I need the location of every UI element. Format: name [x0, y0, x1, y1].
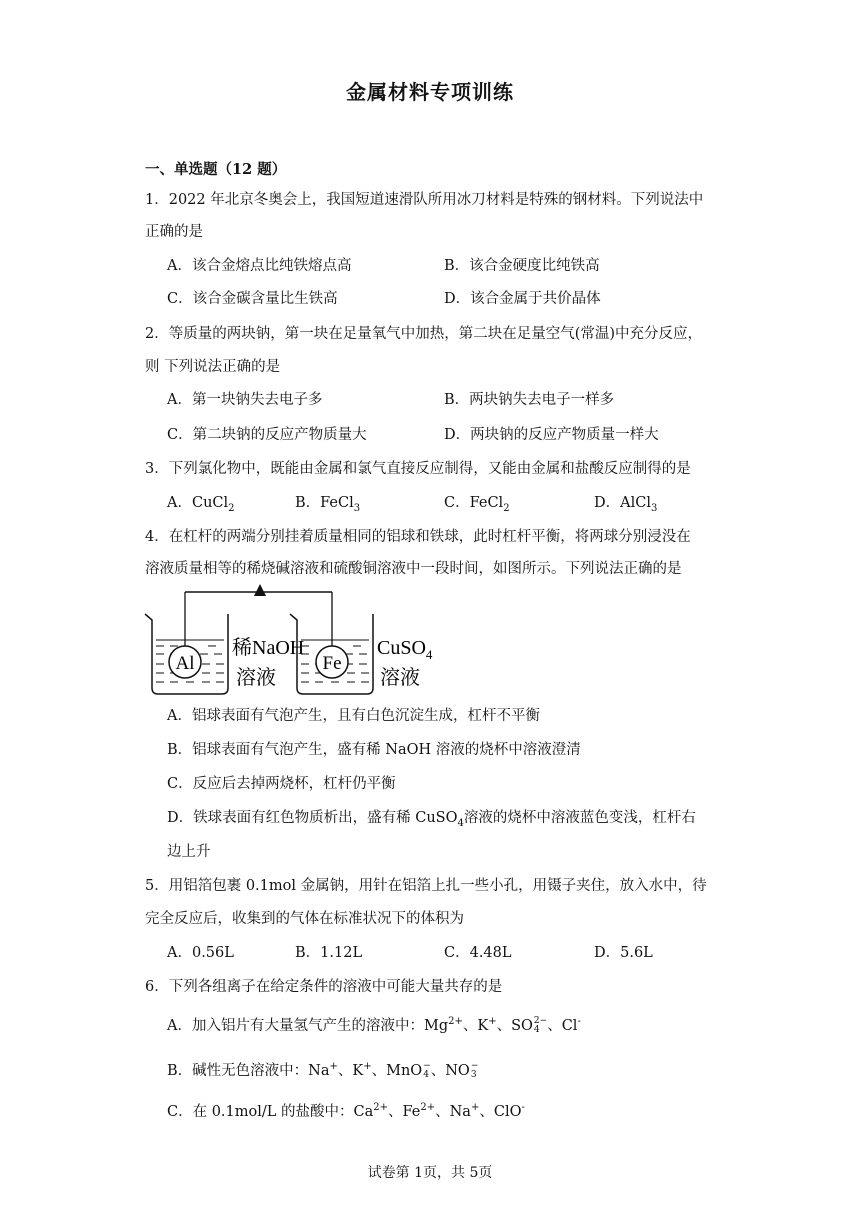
- q5-option-c: C．4.48L: [444, 945, 512, 961]
- right-solution-label-2: 溶液: [380, 667, 420, 689]
- q4-stem-line2: 溶液质量相等的稀烧碱溶液和硫酸铜溶液中一段时间，如图所示。下列说法正确的是: [145, 561, 682, 577]
- q2-option-a: A．第一块钠失去电子多: [167, 392, 323, 408]
- section-heading: 一、单选题（12 题）: [145, 161, 287, 178]
- q1-option-c: C．该合金碳含量比生铁高: [167, 291, 338, 307]
- q2-option-c: C．第二块钠的反应产物质量大: [167, 427, 367, 443]
- q1-stem-line1: 1．2022 年北京冬奥会上，我国短道速滑队所用冰刀材料是特殊的钢材料。下列说法中: [145, 192, 704, 208]
- q1-option-b: B．该合金硬度比纯铁高: [444, 258, 600, 274]
- aluminum-ball-label: Al: [175, 653, 195, 674]
- q6-option-a: A．加入铝片有大量氢气产生的溶液中：$Mg^{2+}$、K+、SO 2− 4 、Cl-: [167, 1016, 581, 1035]
- page-title: 金属材料专项训练: [346, 80, 514, 104]
- q5-option-a: A．0.56L: [167, 945, 234, 961]
- q2-option-d: D．两块钠的反应产物质量一样大: [444, 427, 659, 443]
- right-solution-label-1: CuSO$_4$: [377, 637, 433, 662]
- q3-option-c: C．FeCl$_2$: [444, 495, 510, 514]
- q4-option-d-line2: 边上升: [167, 844, 211, 860]
- iron-ball-label: Fe: [322, 653, 342, 674]
- left-solution-label-2: 溶液: [236, 667, 276, 689]
- q1-option-d: D．该合金属于共价晶体: [444, 291, 601, 307]
- left-solution-label-1: 稀NaOH: [232, 637, 305, 659]
- q6-option-b: B．碱性无色溶液中：Na+、K+、MnO − 4 、NO − 3: [167, 1061, 479, 1080]
- q6-option-c: C．在 0.1mol/L 的盐酸中：$Ca^{2+}$、$Fe^{2+}$、Na+、ClO-: [167, 1102, 525, 1120]
- q6-stem: 6．下列各组离子在给定条件的溶液中可能大量共存的是: [145, 979, 503, 995]
- q3-option-b: B．FeCl$_3$: [295, 495, 361, 514]
- q1-stem-line2: 正确的是: [145, 224, 203, 240]
- q3-option-d: D．AlCl$_3$: [594, 495, 658, 514]
- q4-stem-line1: 4．在杠杆的两端分别挂着质量相同的铝球和铁球，此时杠杆平衡，将两球分别浸没在: [145, 529, 691, 545]
- q3-stem: 3．下列氯化物中，既能由金属和氯气直接反应制得，又能由金属和盐酸反应制得的是: [145, 461, 691, 477]
- q2-stem-line1: 2．等质量的两块钠，第一块在足量氧气中加热，第二块在足量空气(常温)中充分反应，: [145, 326, 703, 342]
- q4-option-a: A．铝球表面有气泡产生，且有白色沉淀生成，杠杆不平衡: [167, 708, 540, 724]
- q2-option-b: B．两块钠失去电子一样多: [444, 392, 615, 408]
- lever-beaker-figure: [140, 580, 460, 700]
- q5-option-b: B．1.12L: [295, 945, 363, 961]
- q5-stem-line2: 完全反应后，收集到的气体在标准状况下的体积为: [145, 911, 464, 927]
- page-footer: 试卷第 1页，共 5页: [367, 1165, 493, 1181]
- q1-option-a: A．该合金熔点比纯铁熔点高: [167, 258, 352, 274]
- q3-option-a: A．CuCl$_2$: [167, 495, 235, 514]
- q2-stem-line2: 则 下列说法正确的是: [145, 359, 281, 375]
- q4-option-d: D．铁球表面有红色物质析出，盛有稀 CuSO$_4$溶液的烧杯中溶液蓝色变浅，杠杆右: [167, 810, 696, 829]
- fulcrum-triangle: [254, 584, 266, 596]
- q4-option-c: C．反应后去掉两烧杯，杠杆仍平衡: [167, 776, 396, 792]
- q4-option-b: B．铝球表面有气泡产生，盛有稀 NaOH 溶液的烧杯中溶液澄清: [167, 742, 581, 758]
- q5-stem-line1: 5．用铝箔包裹 0.1mol 金属钠，用针在铝箔上扎一些小孔，用镊子夹住，放入水中，待: [145, 878, 707, 894]
- q5-option-d: D．5.6L: [594, 945, 653, 961]
